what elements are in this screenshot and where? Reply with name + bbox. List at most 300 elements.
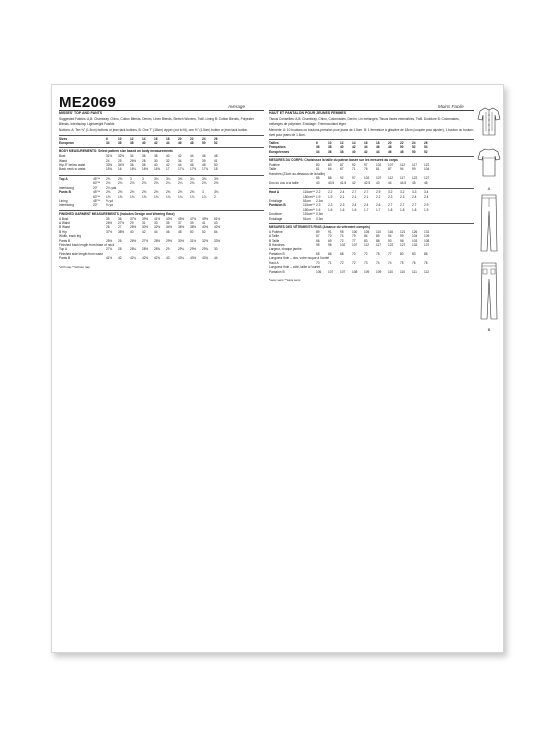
size-cell: 20 [178, 136, 182, 141]
row-label: Pantalon B [269, 203, 286, 208]
row-label: B Hip [59, 229, 67, 234]
table-cell [400, 217, 412, 221]
table-cell: 29 [130, 221, 134, 226]
table-cell [412, 217, 424, 221]
table-cell: 37 [190, 158, 194, 163]
table-cell: 121 [400, 229, 406, 234]
size-cell: 22 [400, 140, 404, 145]
table-cell: 32½ [202, 238, 209, 243]
table-cell: 34 [178, 158, 182, 163]
table-cell: 52 [202, 229, 206, 234]
table-cell: 2⅛ [106, 181, 111, 186]
table-cell: 51½ [214, 216, 221, 221]
table-cell: 40 [166, 154, 170, 159]
table-cell: 3.2 [388, 190, 393, 195]
row-label: Longueur finie – côté, taille à l'ourlet [269, 265, 320, 270]
table-cell: 2.1 [352, 194, 357, 199]
table-cell: 36½ [178, 225, 185, 230]
size-cell: 40 [340, 145, 344, 150]
size-cell: 38 [340, 149, 344, 154]
size-cell: 48 [190, 140, 194, 145]
table-cell: 75 [376, 251, 380, 256]
table-cell [154, 203, 166, 207]
table-cell: 108 [424, 238, 430, 243]
size-cell: 50 [202, 140, 206, 145]
row-width: 45"** [93, 176, 101, 181]
table-cell: 3.4 [424, 190, 429, 195]
size-cell: 6 [106, 136, 108, 141]
table-cell: 93 [388, 238, 392, 243]
table-cell: 2⅜ [190, 181, 195, 186]
table-cell: 77 [352, 238, 356, 243]
table-cell: 2⅜ [166, 190, 171, 195]
table-cell: 2⅜ [190, 190, 195, 195]
table-cell: 43 [376, 180, 380, 185]
table-cell: 61 [316, 167, 320, 172]
table-cell [214, 203, 226, 207]
table-row [269, 270, 474, 274]
table-cell: 2.9 [424, 203, 429, 208]
table-cell: 112 [424, 269, 430, 274]
row-label: Pants B [59, 256, 71, 261]
table-cell: 74 [388, 260, 392, 265]
french-body-table [269, 163, 474, 185]
top-a-back-drawing [476, 146, 502, 180]
table-cell: 2.1 [364, 194, 369, 199]
row-label: B Taille [269, 238, 280, 243]
table-cell: 110 [388, 269, 394, 274]
size-cell: 48 [388, 145, 392, 150]
french-european-sizes [316, 150, 436, 154]
french-notions: Mercerie: A: 10 boutons ou boutons-pression pour jeans de 1.5cm. B: 1 fermeture à glissière de 18cm (coupée pour ajuster), 1 bouton ou bouton-rivet pour jeans de 1.5cm. [269, 128, 475, 137]
table-cell [364, 217, 376, 221]
table-cell: 42¼ [130, 256, 137, 261]
table-cell: 25 [118, 158, 122, 163]
table-cell: 40 [316, 180, 320, 185]
size-cell: 34 [106, 140, 110, 145]
table-cell: 2.7 [412, 203, 417, 208]
pants-b-front-drawing [476, 193, 502, 253]
table-cell: 2.2 [328, 190, 333, 195]
table-cell: 1.6 [328, 207, 333, 212]
table-cell: 70 [316, 260, 320, 265]
table-cell: 103 [412, 238, 418, 243]
table-cell: 2⅜ [118, 176, 123, 181]
table-cell: 99 [400, 234, 404, 239]
table-cell: 85 [316, 176, 320, 181]
size-cell: 10 [118, 136, 122, 141]
size-cell: 42 [154, 140, 158, 145]
table-cell: 26 [118, 238, 122, 243]
table-cell: 76 [424, 260, 428, 265]
table-cell: 49½ [202, 216, 209, 221]
table-cell: 18 [214, 167, 218, 172]
row-label: Finished side length from waist [59, 251, 103, 256]
table-cell: 44 [190, 154, 194, 159]
table-cell: 2.3 [400, 194, 405, 199]
french-finished-title: MESURES DES VÊTEMENTS FINIS (Aisance du vêtement compris) [269, 223, 474, 229]
table-cell: 2¼ yds [106, 185, 117, 190]
difficulty-french: Moins Facile [438, 104, 464, 109]
table-cell: 50 [214, 163, 218, 168]
table-cell: 100 [352, 229, 358, 234]
french-european-label: Européennes [269, 149, 290, 154]
english-footnote: *with nap **without nap [59, 264, 90, 269]
french-column [269, 111, 474, 282]
table-cell: 67 [340, 167, 344, 172]
table-cell: 2.1 [340, 194, 345, 199]
table-cell: 31½ [190, 238, 197, 243]
table-cell: 122 [412, 176, 418, 181]
table-cell: 98 [328, 243, 332, 248]
table-cell: 102 [340, 243, 346, 248]
table-cell: 74 [340, 234, 344, 239]
row-label: Haut A [269, 190, 280, 195]
row-label: Entoilage [269, 216, 283, 221]
table-cell: 0.3m [316, 212, 324, 217]
table-cell: 50 [190, 229, 194, 234]
table-cell: 17½ [190, 167, 197, 172]
size-cell: 6 [316, 140, 318, 145]
table-cell: 1.8 [412, 207, 417, 212]
table-cell: 28½ [142, 247, 149, 252]
table-cell: 2.9 [376, 190, 381, 195]
row-width: 115cm** [303, 203, 315, 208]
table-cell: 80 [400, 251, 404, 256]
table-cell: 43 [166, 256, 170, 261]
table-cell: 2⅛ [118, 181, 123, 186]
row-width: 45"** [93, 190, 101, 195]
table-cell [142, 203, 154, 207]
table-cell: 1.7 [376, 207, 381, 212]
table-cell: 27¾ [106, 247, 113, 252]
row-label: Interfacing [59, 185, 74, 190]
table-cell: 1.8 [400, 207, 405, 212]
table-cell: 30½ [142, 225, 149, 230]
table-cell: 102 [364, 176, 370, 181]
table-cell: 94 [388, 234, 392, 239]
table-cell: 81 [376, 167, 380, 172]
row-width: 150cm** [303, 194, 316, 199]
row-width: 60"** [93, 194, 101, 199]
row-width [93, 230, 106, 234]
french-body-title: MESURES DU CORPS: Choisissez la taille du patron basée sur les mesures du corps [269, 156, 474, 162]
table-cell: 34 [130, 154, 134, 159]
row-label: Taille [269, 167, 277, 172]
table-cell: 88 [376, 238, 380, 243]
size-cell: 42 [352, 145, 356, 150]
table-cell: 83 [412, 251, 416, 256]
row-label: Top A [59, 176, 68, 181]
table-cell: 3⅜ [202, 176, 207, 181]
row-label: Finished back length from base of neck [59, 243, 115, 248]
table-cell: 104 [424, 167, 430, 172]
table-cell: 1⅝ [118, 194, 123, 199]
view-a-label: A [487, 186, 491, 191]
table-cell: 2.7 [388, 203, 393, 208]
table-cell: 17¼ [178, 167, 185, 172]
table-cell [424, 217, 436, 221]
table-cell: 0.3m [316, 216, 324, 221]
table-cell: 91 [328, 229, 332, 234]
row-label: Pants B [59, 190, 71, 195]
size-cell: 44 [364, 145, 368, 150]
table-cell: 3½ [214, 176, 219, 181]
table-cell: 89 [316, 229, 320, 234]
table-cell: 1.9 [316, 194, 321, 199]
table-cell: ⅜ yd [106, 203, 113, 208]
table-cell [202, 203, 214, 207]
table-cell: 73 [364, 260, 368, 265]
english-sizes-label: Sizes [59, 136, 68, 141]
size-cell: 52 [412, 145, 416, 150]
table-cell: 112 [388, 176, 394, 181]
size-cell: 50 [400, 145, 404, 150]
table-cell: 67 [316, 234, 320, 239]
table-cell: 33½ [106, 163, 113, 168]
table-cell: 95 [316, 243, 320, 248]
row-label: Dos du cou à la taille [269, 180, 299, 185]
table-cell: 2.3 [388, 194, 393, 199]
table-cell: 132 [412, 243, 418, 248]
table-cell: 72 [352, 260, 356, 265]
table-cell: 26 [106, 225, 110, 230]
size-cell: 12 [340, 140, 344, 145]
table-cell: 30 [154, 158, 158, 163]
row-width [93, 167, 106, 171]
row-width [303, 181, 316, 185]
table-cell: 76 [412, 260, 416, 265]
english-finished-title: FINISHED GARMENT MEASUREMENTS (Includes Design and Wearing Ease) [59, 210, 264, 216]
table-cell: 2⅜ [142, 190, 147, 195]
table-cell: 64 [328, 167, 332, 172]
table-cell: 2.7 [400, 203, 405, 208]
row-label: B Hanches [269, 243, 285, 248]
table-cell: 2⅛ [142, 181, 147, 186]
size-cell: 18 [376, 140, 380, 145]
table-cell: 1¾ [166, 194, 171, 199]
row-label: Interfacing [59, 203, 74, 208]
table-cell: 75 [400, 260, 404, 265]
table-cell: 28½ [130, 225, 137, 230]
table-cell: 72 [340, 238, 344, 243]
english-column [59, 111, 264, 269]
table-cell: 109 [424, 234, 430, 239]
table-cell: 1.6 [340, 207, 345, 212]
row-width [303, 243, 316, 247]
table-cell: 122 [424, 163, 430, 168]
table-cell: 35 [106, 216, 110, 221]
table-cell: 107 [328, 269, 334, 274]
table-cell: 26½ [106, 221, 113, 226]
table-cell: 42¾ [154, 256, 161, 261]
table-cell: 26½ [130, 158, 137, 163]
table-cell: 1¾ [178, 194, 183, 199]
table-cell: 2.4 [364, 203, 369, 208]
row-label: Top A [59, 247, 67, 252]
table-cell: 41 [202, 221, 206, 226]
table-cell: 3 [202, 190, 204, 195]
table-cell: 97 [364, 163, 368, 168]
table-cell: 26½ [130, 238, 137, 243]
table-cell: 54 [214, 229, 218, 234]
size-cell: 40 [142, 140, 146, 145]
table-cell: 38½ [190, 225, 197, 230]
table-cell: 2.2 [376, 194, 381, 199]
table-cell: 2.2 [316, 190, 321, 195]
table-cell: 74 [376, 260, 380, 265]
table-cell: 1.6 [316, 207, 321, 212]
table-cell: 104 [412, 234, 418, 239]
table-cell: 41½ [154, 216, 161, 221]
table-cell: 38 [154, 154, 158, 159]
row-width: 115cm** [303, 190, 315, 195]
row-width: 45"** [93, 198, 101, 203]
size-cell: 38 [130, 140, 134, 145]
table-cell: 2⅜ [130, 190, 135, 195]
table-cell: 2.4 [412, 194, 417, 199]
table-cell: 1.9 [328, 194, 333, 199]
table-cell: 16¾ [154, 167, 161, 172]
table-cell [130, 203, 142, 207]
table-cell: ⅜ yd [106, 198, 113, 203]
table-cell: 36 [130, 163, 134, 168]
size-cell: 54 [424, 145, 428, 150]
table-cell: 34½ [118, 163, 125, 168]
row-width: 20" [93, 185, 98, 190]
size-cell: 36 [316, 145, 320, 150]
table-cell: 2⅛ [154, 181, 159, 186]
row-label: Pantalon B [269, 251, 285, 256]
table-cell: 15¾ [106, 167, 113, 172]
table-cell: 87 [388, 167, 392, 172]
size-cell: 20 [388, 140, 392, 145]
table-cell: 122 [388, 243, 394, 248]
french-finished-table [269, 230, 474, 274]
size-cell: 46 [388, 149, 392, 154]
size-cell: 48 [400, 149, 404, 154]
table-cell [340, 217, 352, 221]
table-cell: 27 [118, 225, 122, 230]
row-width: 20" [93, 203, 98, 208]
table-cell: 30½ [178, 238, 185, 243]
table-cell: 107 [376, 176, 382, 181]
table-cell: 127 [400, 243, 406, 248]
row-width: 51cm [303, 198, 311, 203]
table-cell: 42 [142, 229, 146, 234]
row-label: Hip-9" below waist [59, 163, 86, 168]
table-cell [118, 203, 130, 207]
table-cell: 102 [376, 163, 382, 168]
table-cell: 3⅛ [154, 176, 159, 181]
table-cell: 32½ [154, 225, 161, 230]
table-cell: 2.7 [352, 190, 357, 195]
table-cell: 35 [166, 221, 170, 226]
table-cell: 72 [364, 251, 368, 256]
size-cell: 10 [328, 140, 332, 145]
row-label: Largeur, chaque jambe [269, 247, 302, 252]
size-cell: 16 [154, 136, 158, 141]
english-european-label: European [59, 140, 74, 145]
table-cell: 92 [352, 163, 356, 168]
table-cell: 42½ [142, 256, 149, 261]
table-cell: 31 [142, 221, 146, 226]
table-cell: 127 [424, 176, 430, 181]
table-cell: 98 [400, 238, 404, 243]
table-cell: 40.5 [328, 180, 335, 185]
table-cell: 42 [352, 180, 356, 185]
table-cell: 117 [400, 176, 406, 181]
table-cell: 48 [214, 154, 218, 159]
row-label: Hanches (23cm au-dessous de la taille) [269, 171, 325, 176]
table-cell: 33½ [214, 238, 221, 243]
table-cell: 2⅜ [178, 190, 183, 195]
table-cell: 2⅜ [118, 190, 123, 195]
size-cell: 52 [214, 140, 218, 145]
table-cell: 38½ [118, 229, 125, 234]
table-cell: 42 [118, 256, 122, 261]
size-cell: 34 [316, 149, 320, 154]
table-cell: 31½ [106, 154, 113, 159]
size-cell: 14 [142, 136, 146, 141]
table-cell: 116 [388, 229, 394, 234]
table-cell: 24 [106, 158, 110, 163]
size-cell: 14 [352, 140, 356, 145]
table-cell: 27½ [118, 221, 125, 226]
table-row [269, 217, 474, 221]
table-cell: 3 [142, 176, 144, 181]
table-cell: 2.3 [340, 203, 345, 208]
table-cell: 68 [340, 251, 344, 256]
row-label: Haut A [269, 260, 279, 265]
size-cell: 16 [364, 140, 368, 145]
row-label: Pants B [59, 238, 71, 243]
table-row [59, 203, 264, 207]
table-cell: 137 [424, 243, 430, 248]
table-cell: 1⅝ [130, 194, 135, 199]
french-fabrics: Tissus Conseillés: A,B: Chambray, Chino, Cotonnades, Denim, Lin mélangés, Tissus tissés extensibles, Twill. Doublure B: Cotonnades, mélanges de polyester. Entoilage: Thermocollant léger. [269, 117, 460, 126]
table-cell: 2½ [214, 181, 219, 186]
size-cell: 22 [190, 136, 194, 141]
table-cell: 83 [328, 163, 332, 168]
table-cell: 42 [178, 154, 182, 159]
table-cell: 43 [214, 221, 218, 226]
table-cell: 2⅛ [130, 181, 135, 186]
table-cell: 37½ [130, 216, 137, 221]
table-cell: 40 [130, 229, 134, 234]
table-cell: 107 [340, 269, 346, 274]
row-label: A Bust [59, 216, 69, 221]
table-cell: 29¼ [178, 247, 185, 252]
french-french-label: Françaises [269, 145, 286, 150]
table-cell: 42 [166, 163, 170, 168]
french-footnote: *avec sens **sans sens [269, 277, 301, 282]
table-cell: 43½ [190, 256, 197, 261]
size-cell: 36 [118, 140, 122, 145]
french-title: HAUT ET PANTALON POUR JEUNES FEMMES [269, 111, 347, 115]
row-width: 115cm** [303, 212, 315, 217]
table-cell: 17 [166, 167, 170, 172]
table-cell: 83 [364, 238, 368, 243]
row-label: A Taille [269, 234, 280, 239]
table-cell: 3¼ [190, 176, 195, 181]
table-cell: 1.6 [352, 207, 357, 212]
table-cell: 37 [178, 221, 182, 226]
table-cell: 44 [214, 256, 218, 261]
table-cell: 77 [388, 251, 392, 256]
line-art-column [476, 105, 502, 332]
table-cell [166, 203, 178, 207]
